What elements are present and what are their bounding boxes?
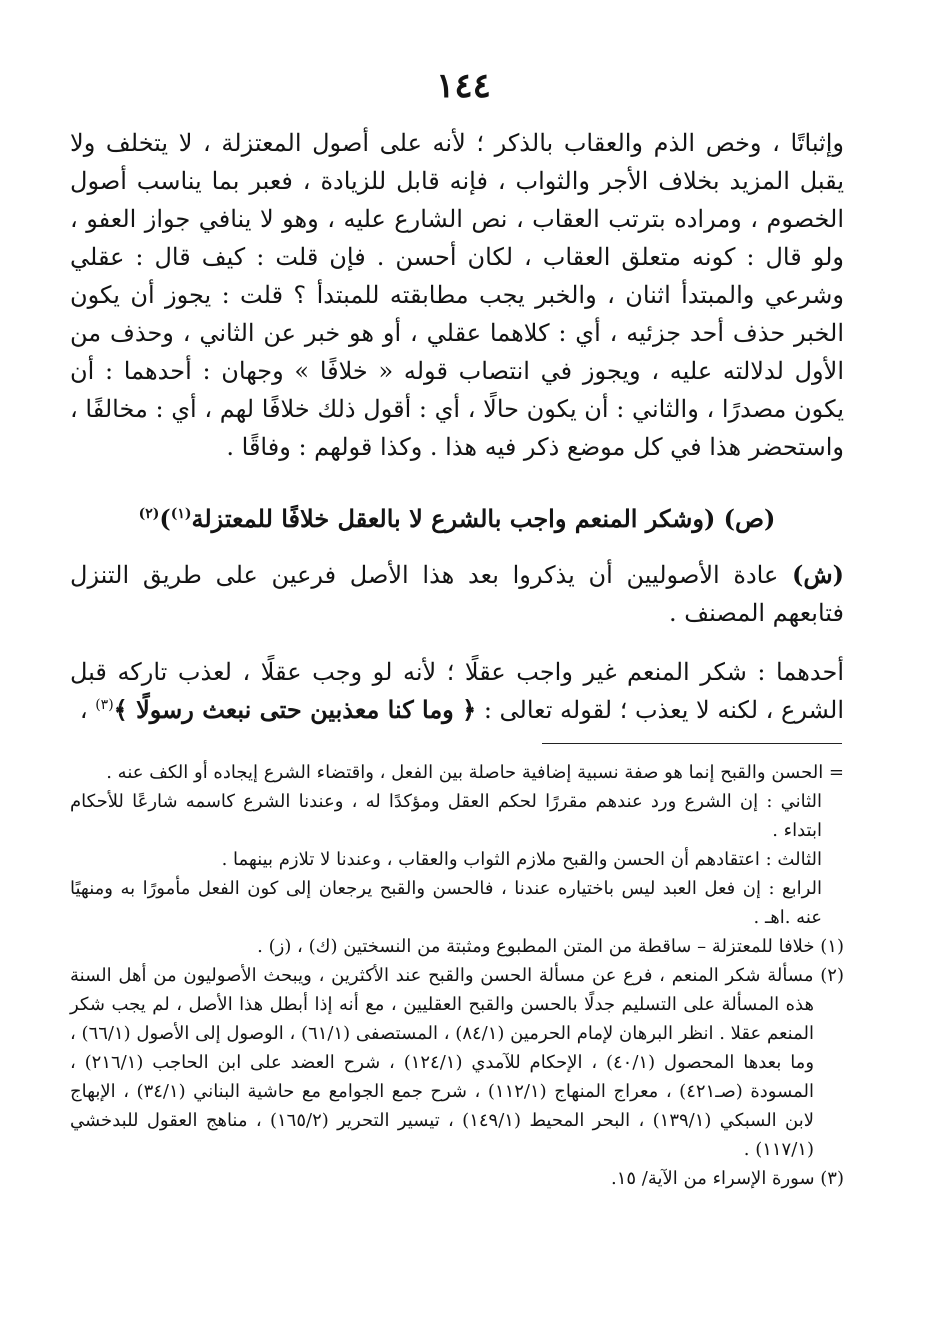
- sharh-section: [70, 556, 844, 632]
- footnote-1: (١) خلافا للمعتزلة – ساقطة من المتن المطبوع ومثبتة من النسختين (ك) ، (ز) .: [257, 936, 844, 957]
- footnotes-area: [70, 758, 844, 1193]
- first-branch-tail: ،: [79, 696, 96, 724]
- footnote-ref-2: (٢): [138, 506, 160, 522]
- first-branch-section: [70, 653, 844, 729]
- quran-verse: ﴿ وما كنا معذبين حتى نبعث رسولًا ﴾: [113, 695, 477, 724]
- body-paragraph: وإثباتًا ، وخص الذم والعقاب بالذكر ؛ لأنه على أصول المعتزلة ، لا يتخلف ولا يقبل المزيد بخلاف الأجر والثواب ، فإنه قابل للزيادة ، فعبر بما يناسب أصول الخصوم ، ومراده بترتب العقاب ، نص الشارع عليه ، وهو لا ينافي جواز العفو ، ولو قال : كونه متعلق العقاب ، لكان أحسن . فإن قلت : كيف قال : عقلي وشرعي والمبتدأ اثنان ، والخبر يجب مطابقته للمبتدأ ؟ قلت : يجوز أن يكون الخبر حذف أحد جزئيه ، أي : كلاهما عقلي ، أو هو خبر عن الثاني ، وحذف من الأول لدلالته عليه ، ويجوز في انتصاب قوله « خلافًا » وجهان : أحدهما : أن يكون مصدرًا ، والثاني : أن يكون حالًا ، أي : أقول ذلك خلافًا لهم ، أي : مخالفًا ، واستحضر هذا في كل موضع ذكر فيه هذا . وكذا قولهم : وفاقًا .: [70, 129, 845, 461]
- footnote-3: (٣) سورة الإسراء من الآية/ ١٥.: [611, 1168, 844, 1189]
- continued-note-line: = الحسن والقبح إنما هو صفة نسبية إضافية حاصلة بين الفعل ، واقتضاء الشرع إيجاده أو الكف عنه .: [106, 762, 844, 783]
- continued-note-second: الثاني : إن الشرع ورد عندهم مقررًا لحكم العقل ومؤكدًا له ، وعندنا الشرع كاسمه شارعًا للأحكام ابتداء .: [70, 791, 822, 841]
- heading-close: ): [159, 504, 171, 533]
- footnote-ref-3: (٣): [95, 697, 114, 713]
- first-branch-text: أحدهما : شكر المنعم غير واجب عقلًا ؛ لأنه لو وجب عقلًا ، لعذب تاركه قبل الشرع ، لكنه لا يعذب ؛ لقوله تعالى :: [70, 658, 844, 724]
- heading-text: (ص) (وشكر المنعم واجب بالشرع لا بالعقل خلافًا للمعتزلة: [191, 504, 776, 533]
- footnote-2: (٢) مسألة شكر المنعم ، فرع عن مسألة الحسن والقبح عند الأكثرين ، ويبحث الأصوليون من أهل السنة هذه المسألة على التسليم جدلًا بالحسن والقبح العقليين ، مع أنه إذا أبطل هذا الأصل ، لم يجب شكر المنعم عقلا . انظر البرهان لإمام الحرمين (٨٤/١) ، المستصفى (٦١/١) ، الوصول إلى الأصول (٦٦/١) ، وما بعدها المحصول (٤٠/١) ، الإحكام للآمدي (١٢٤/١) ، شرح العضد على ابن الحاجب (٢١٦/١) ، المسودة (صـ٤٢١) ، معراج المنهاج (١١٢/١) ، شرح جمع الجوامع مع حاشية البناني (٣٤/١) ، الإبهاج لابن السبكي (١٣٩/١) ، البحر المحيط (١٤٩/١) ، تيسير التحرير (١٦٥/٢) ، مناهج العقول للبدخشي (١١٧/١) .: [70, 965, 844, 1160]
- main-text: [70, 124, 844, 466]
- sharh-marker: (ش): [791, 560, 844, 589]
- footnote-divider: [542, 743, 842, 744]
- footnote-ref-1: (١): [170, 506, 192, 522]
- continued-note-fourth: الرابع : إن فعل العبد ليس باختياره عندنا ، فالحسن والقبح يرجعان إلى كون الفعل مأمورًا به ومنهيًا عنه .اهـ .: [70, 878, 822, 928]
- matn-heading: [70, 500, 844, 538]
- page-number: ١٤٤: [436, 66, 491, 106]
- continued-note-third: الثالث : اعتقادهم أن الحسن والقبح ملازم الثواب والعقاب ، وعندنا لا تلازم بينهما .: [221, 849, 822, 870]
- sharh-text: عادة الأصوليين أن يذكروا بعد هذا الأصل فرعين على طريق التنزل فتابعهم المصنف .: [70, 561, 844, 627]
